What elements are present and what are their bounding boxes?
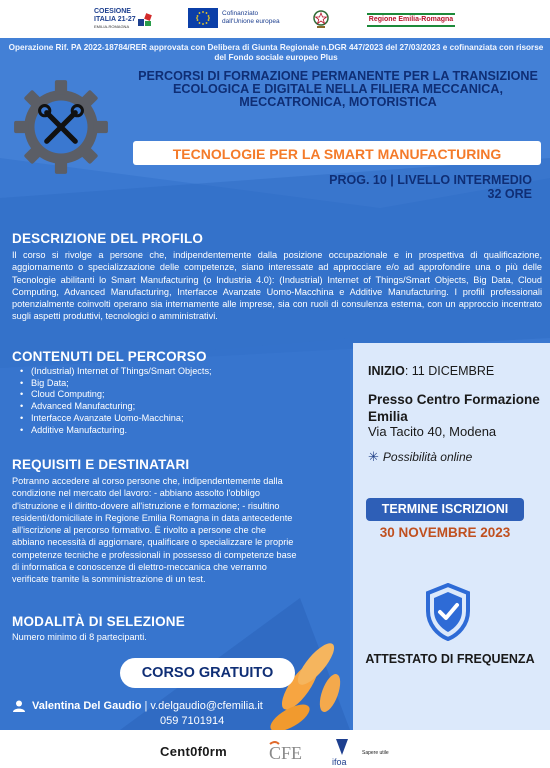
contact-phone[interactable]: 059 7101914 xyxy=(160,715,225,727)
requirements-text: Potranno accedere al corso persone che, indipendentemente dalla condizione nel mercato del lavoro: - abbiano assolto l'obbligo d'istruzione e il diritto-dovere all'istruzione e formazione; - risultino residenti/domiciliate in Regione Emilia Romagna in data antecedente all'iscrizione al percorso formativo. È rivolto a persone che che abbiano necessità di aggiornare, qualificare o specializzare le proprie competenze tecniche e professionali in possesso di competenze base di informatica e conoscenze di elettro-meccanica che verranno verificate tramite la somministrazione di un test. xyxy=(12,476,297,585)
funding-note: Operazione Rif. PA 2022-18784/RER approvata con Delibera di Giunta Regionale n.DGR 447/2023 del 27/03/2023 e cofinanziata con risorse del Fondo sociale europeo Plus xyxy=(8,43,544,62)
italian-republic-emblem-icon xyxy=(312,8,330,30)
deadline-date: 30 NOVEMBRE 2023 xyxy=(379,525,511,540)
contact-name: Valentina Del Gaudio xyxy=(32,700,142,712)
gear-tools-icon xyxy=(10,76,112,178)
sparkle-icon: ✳ xyxy=(368,449,379,464)
centoform-logo: Cent0f0rm xyxy=(160,744,227,759)
list-item: • Cloud Computing; xyxy=(20,389,105,400)
list-item: • (Industrial) Internet of Things/Smart Objects; xyxy=(20,366,212,376)
selection-heading: MODALITÀ DI SELEZIONE xyxy=(12,614,185,629)
location-name: Presso Centro Formazione Emilia xyxy=(368,392,540,424)
svg-text:CFE: CFE xyxy=(269,743,303,763)
program-level-hours: PROG. 10 | LIVELLO INTERMEDIO 32 ORE xyxy=(329,173,532,201)
certificate-label: ATTESTATO DI FREQUENZA xyxy=(365,652,535,666)
shield-check-icon xyxy=(424,583,472,641)
ifoa-logo xyxy=(328,737,356,767)
eu-flag-icon xyxy=(188,8,218,28)
list-item: • Big Data; xyxy=(20,377,69,388)
eu-cofunded-logo: Cofinanziato dall'Unione europea xyxy=(188,8,278,30)
list-item: • Additive Manufacturing. xyxy=(20,424,128,435)
contact-line: Valentina Del Gaudio | v.delgaudio@cfemilia.it xyxy=(12,700,263,712)
header-logo-bar xyxy=(0,0,550,38)
cfe-logo xyxy=(267,738,303,766)
location-address: Via Tacito 40, Modena xyxy=(368,424,497,439)
list-item: • Advanced Manufacturing; xyxy=(20,401,136,412)
list-item: • Interfacce Avanzate Uomo-Macchina; xyxy=(20,412,184,423)
free-course-label: CORSO GRATUITO xyxy=(141,665,274,681)
contact-email[interactable]: v.delgaudio@cfemilia.it xyxy=(150,700,263,712)
description-text: Il corso si rivolge a persone che, indipendentemente dalla posizione occupazionale e in prospettiva di qualificazione, aggiornamento o specializzazione delle competenze, siano interessate ad approcciare e/o ad approfondire una o più delle Tecnologie abilitanti lo Smart Manufacturing (o Industria 4.0): (Industrial) Internet of Things/Smart Objects, Big Data, Cloud Computing, Advanced Manufacturing, Interfacce Avanzate Uomo-Macchina e Additive Manufacturing. I profili professionali potenzialmente coinvolti operano sia internamente alle imprese, sia con ruoli di consulenza esterna, con un approccio incentrato sugli aspetti produttivi, tecnologici o amministrativi. xyxy=(12,250,542,322)
ifoa-tagline: Sapere utile xyxy=(362,750,389,756)
deadline-label: TERMINE ISCRIZIONI xyxy=(381,502,509,516)
page-title: PERCORSI DI FORMAZIONE PERMANENTE PER LA TRANSIZIONE ECOLOGICA E DIGITALE NELLA FILIERA MECCANICA, MECCATRONICA, MOTORISTICA xyxy=(138,69,538,109)
coesione-italia-logo: COESIONE ITALIA 21-27 EMILIA-ROMAGNA xyxy=(94,8,154,32)
svg-text:ifoa: ifoa xyxy=(332,757,347,767)
course-subtitle: TECNOLOGIE PER LA SMART MANUFACTURING xyxy=(172,146,502,162)
description-heading: DESCRIZIONE DEL PROFILO xyxy=(12,231,204,246)
regione-emilia-romagna-logo: Regione Emilia-Romagna xyxy=(367,13,455,27)
person-icon xyxy=(12,700,26,712)
online-option: ✳ Possibilità online xyxy=(368,449,473,464)
start-date: INIZIO: 11 DICEMBRE xyxy=(368,364,495,378)
selection-text: Numero minimo di 8 partecipanti. xyxy=(12,632,147,642)
contents-list xyxy=(20,366,320,436)
requirements-heading: REQUISITI E DESTINATARI xyxy=(12,457,190,472)
contents-heading: CONTENUTI DEL PERCORSO xyxy=(12,349,207,364)
